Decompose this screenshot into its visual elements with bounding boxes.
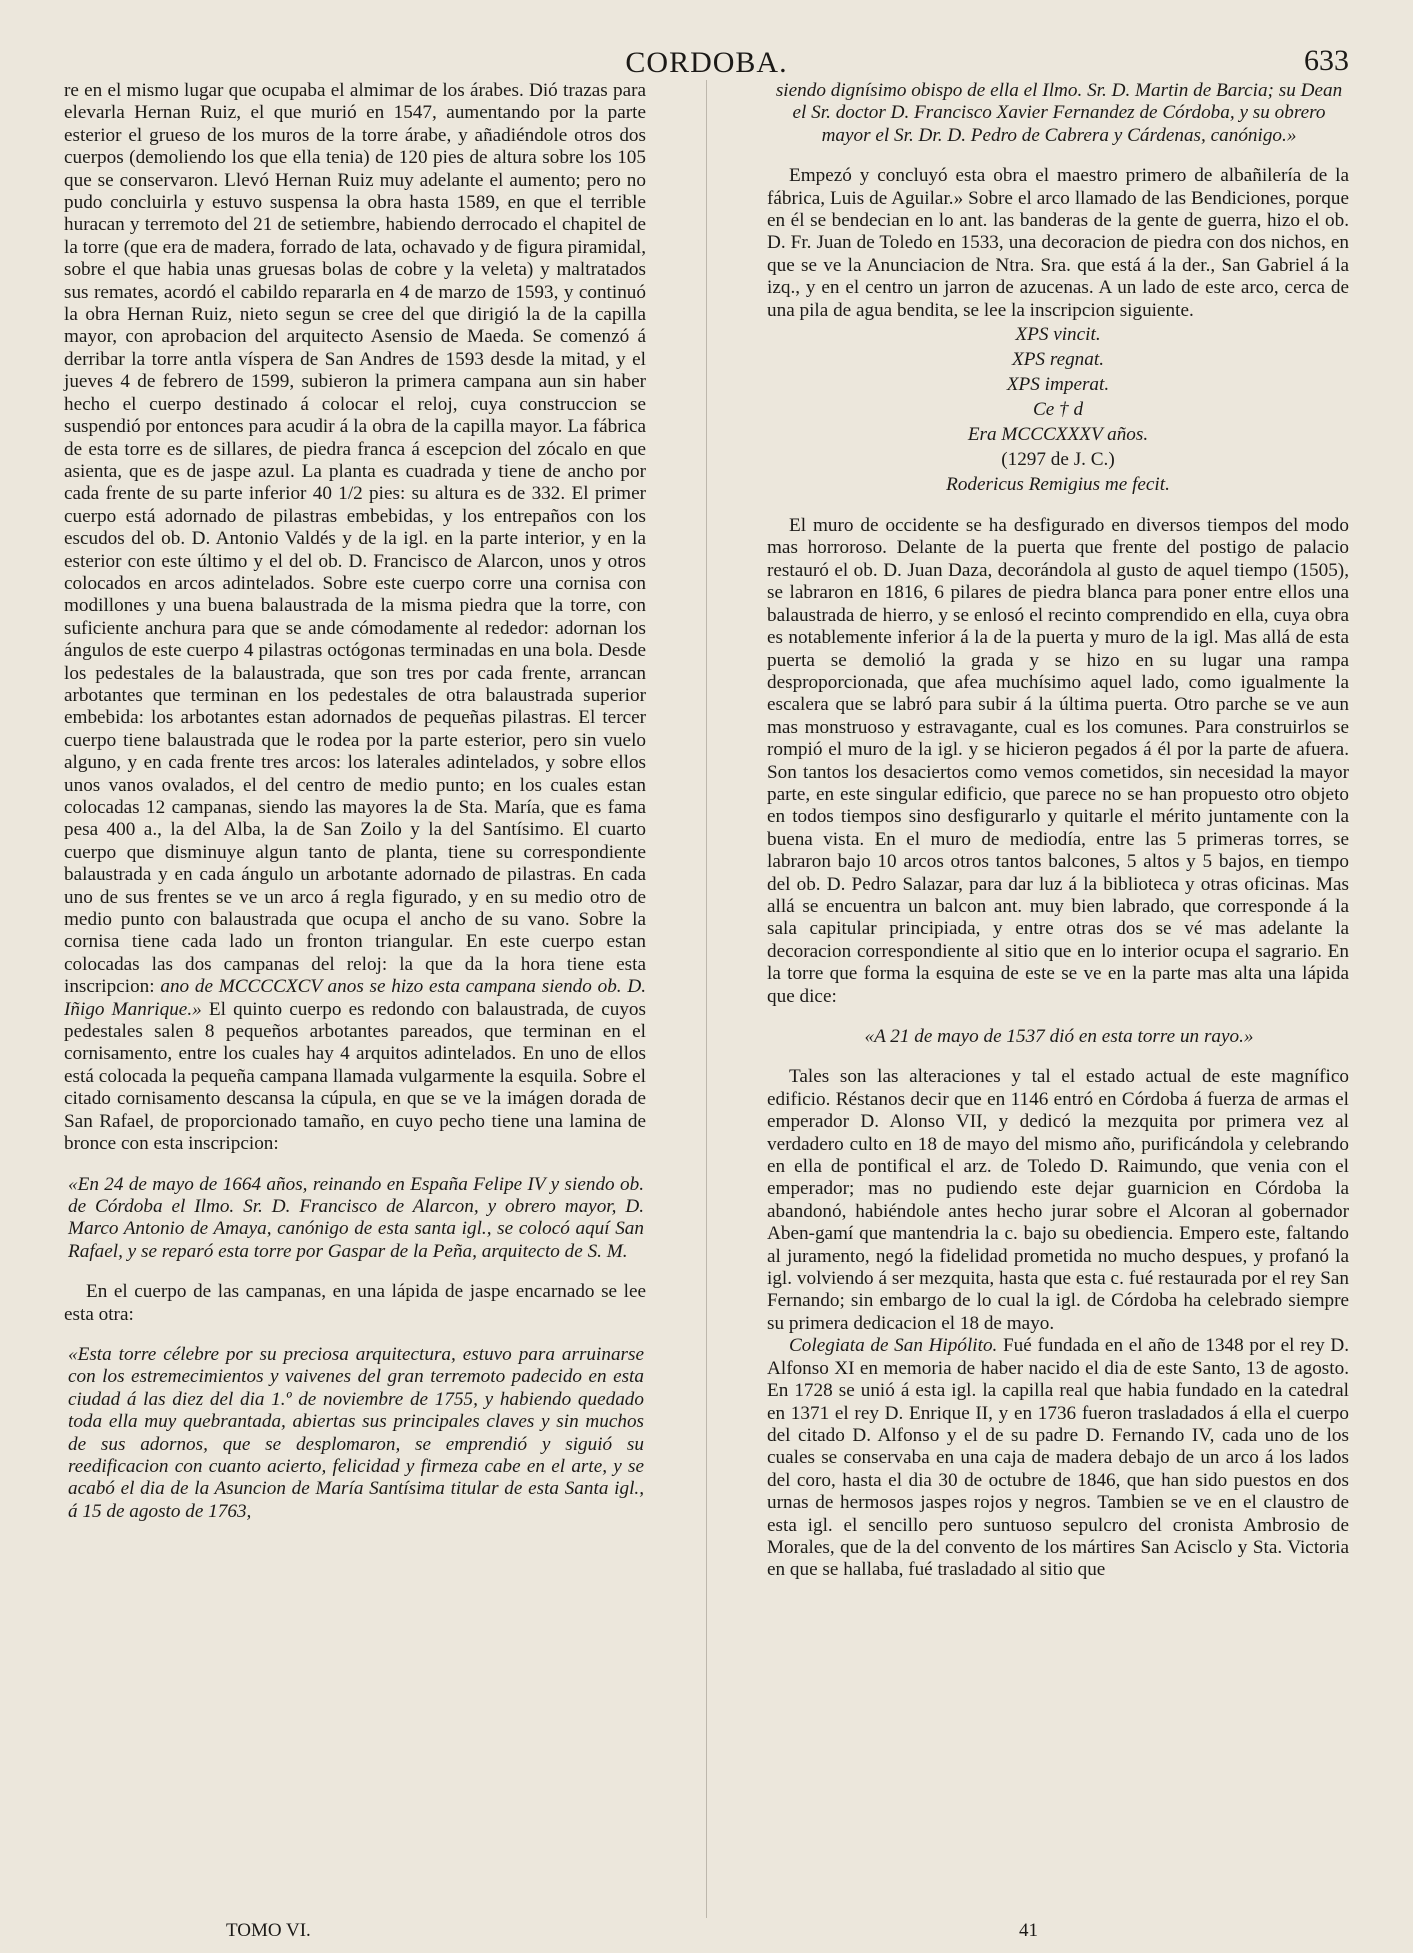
inscription-block bbox=[767, 322, 1349, 497]
right-column bbox=[767, 80, 1349, 1918]
quote-block: siendo dignísimo obispo de ella el Ilmo. Sr. D. Martin de Barcia; su Dean el Sr. doctor D. Francisco Xavier Fernandez de Córdoba, y su obrero mayor el Sr. Dr. D. Pedro de Cabrera y Cárdenas, canónigo.» bbox=[775, 80, 1343, 146]
paragraph-text: El quinto cuerpo es redondo con balaustrada, de cuyos pedestales salen 8 pequeños arbotantes pareados, que terminan en el cornisamento, entre los cuales hay 4 arquitos adintelados. En uno de ellos está colocada la pequeña campana llamada vulgarmente la esquila. Sobre el citado cornisamento descansa la cúpula, en que se ve la imágen dorada de San Rafael, de proporcionado tamaño, en cuyo pecho tiene una lamina de bronce con esta inscripcion: bbox=[64, 998, 646, 1155]
page-header bbox=[64, 40, 1349, 78]
left-column bbox=[64, 80, 646, 1918]
paragraph bbox=[767, 1335, 1349, 1581]
inscription-line: XPS imperat. bbox=[1006, 374, 1110, 396]
text-columns bbox=[64, 80, 1349, 1918]
inscription-text: ano de MCCCCXCV anos se hizo esta campana siendo ob. D. Iñigo Manrique.» bbox=[64, 976, 646, 1020]
quote-block: «En 24 de mayo de 1664 años, reinando en España Felipe IV y siendo ob. de Córdoba el Ilmo. Sr. D. Francisco de Alarcon, y obrero mayor, D. Marco Antonio de Amaya, canónigo de esta santa igl., se colocó aquí San Rafael, y se reparó esta torre por Gaspar de la Peña, arquitecto de S. M. bbox=[68, 1173, 644, 1262]
page-number: 633 bbox=[1304, 44, 1349, 77]
inscription-line: Rodericus Remigius me fecit. bbox=[946, 474, 1170, 496]
inscription-line: XPS regnat. bbox=[1011, 349, 1104, 371]
paragraph bbox=[64, 80, 646, 1156]
inscription-line: Era MCCCXXXV años. bbox=[967, 424, 1149, 446]
paragraph-text: re en el mismo lugar que ocupaba el almimar de los árabes. Dió trazas para elevarla Hernan Ruiz, el que murió en 1547, aumentando por la parte esterior el grueso de los muros de la torre árabe, y añadiéndole otros dos cuerpos (demoliendo los que ella tenia) de 120 pies de altura sobre los 105 que se conservaron. Llevó Hernan Ruiz muy adelante el aumento; pero no pudo concluirla y estuvo suspensa la obra hasta 1589, en que el terrible huracan y terremoto del 21 de setiembre, habiendo derrocado el chapitel de la torre (que era de madera, forrado de lata, ochavado y de figura piramidal, sobre el que habia unas gruesas bolas de cobre y la veleta) y maltratados sus remates, acordó el cabildo repararla en 4 de marzo de 1593, y continuó la obra Hernan Ruiz, nieto segun se cree del que dirigió la de la capilla mayor, con aprobacion del arquitecto Asensio de Maeda. Se comenzó á derribar la torre antla víspera de San Andres de 1593 desde la mitad, y el jueves 4 de febrero de 1599, subieron la primera campana aun sin haber hecho el cuerpo destinado á colocar el reloj, cuya construccion se suspendió por entonces para acudir á la obra de la capilla mayor. La fábrica de esta torre es de sillares, de piedra franca á escepcion del zócalo en que asienta, que es de jaspe azul. La planta es cuadrada y tiene de ancho por cada frente de su parte inferior 40 1/2 pies: su altura es de 332. El primer cuerpo está adornado de pilastras embebidas, y los entrepaños con los escudos del ob. D. Antonio Valdés y de la igl. en la parte interior, y en la esterior con este último y el del ob. D. Francisco de Alarcon, unos y otros colocados en arcos adintelados. Sobre este cuerpo corre una cornisa con modillones y una buena balaustrada de la misma piedra que la torre, con suficiente anchura para que se ande cómodamente al rededor: adornan los ángulos de este cuerpo 4 pilastras octógonas terminadas en una bola. Desde los pedestales de la balaustrada, que son tres por cada frente, arrancan arbotantes que terminan en los pedestales de otra balaustrada superior embebida: los arbotantes estan adornados de pequeñas pilastras. El tercer cuerpo tiene balaustrada que le rodea por la parte esterior, pero sin vuelo alguno, y en cada frente tres arcos: los laterales adintelados, y sobre ellos unos vanos ovalados, el del centro de medio punto; en los cuales estan colocadas 12 campanas, siendo las mayores la de Sta. María, que es fama pesa 400 a., la del Alba, la de San Zoilo y la del Santísimo. El cuarto cuerpo que disminuye algun tanto de planta, tiene su correspondiente balaustrada y en cada ángulo un arbotante adornado de pilastras. En cada uno de sus frentes se ve un arco á regla figurado, y en su medio otro de medio punto con balaustrada que ocupa el ancho de su vano. Sobre la cornisa tiene cada lado un fronton triangular. En este cuerpo estan colocadas las dos campanas del reloj: la que da la hora tiene esta inscripcion: bbox=[64, 80, 646, 998]
running-title: CORDOBA. bbox=[625, 46, 788, 79]
paragraph: En el cuerpo de las campanas, en una lápida de jaspe encarnado se lee esta otra: bbox=[64, 1281, 646, 1325]
paragraph-text: Fué fundada en el año de 1348 por el rey D. Alfonso XI en memoria de haber nacido el dia de este Santo, 13 de agosto. En 1728 se unió á esta igl. la capilla real que habia fundado en la catedral en 1371 el rey D. Enrique II, y en 1736 fueron trasladados á ella el cuerpo del citado D. Alfonso y el de su padre D. Fernando IV, cada uno de los cuales se conservaba en una caja de madera debajo de un arco á los lados del coro, hasta el dia 30 de octubre de 1846, que han sido puestos en dos urnas de hermosos jaspes rojos y negros. Tambien se ve en el claustro de esta igl. el sencillo pero suntuoso sepulcro del cronista Ambrosio de Morales, que de la del convento de los mártires San Acisclo y Sta. Victoria en que se hallaba, fué trasladado al sitio que bbox=[767, 1335, 1349, 1581]
inscription-line: Ce † d bbox=[1032, 399, 1084, 421]
volume-label: TOMO VI. bbox=[226, 1920, 311, 1941]
section-heading: Colegiata de San Hipólito. bbox=[789, 1335, 998, 1357]
paragraph: Tales son las alteraciones y tal el estado actual de este magnífico edificio. Réstanos decir que en 1146 entró en Córdoba á fuerza de armas el emperador D. Alonso VII, y dedicó la mezquita por primera vez al verdadero culto en 18 de mayo del mismo año, purificándola y celebrando en ella de pontifical el arz. de Toledo D. Raimundo, que venia con el emperador; mas no pudiendo este dejar guarnicion en Córdoba la abandonó, habiéndole antes hecho jurar sobre el Alcoran al gobernador Aben-gamí que mantendria la c. bajo su obediencia. Empero este, faltando al juramento, negó la fidelidad prometida no mucho despues, y profanó la igl. volviendo á ser mezquita, hasta que esta c. fué restaurada por el rey San Fernando; sin embargo de lo cual la igl. de Córdoba ha celebrado siempre su primera dedicacion el 18 de mayo. bbox=[767, 1066, 1349, 1334]
quote-block: «A 21 de mayo de 1537 dió en esta torre un rayo.» bbox=[864, 1026, 1254, 1047]
inscription-line: XPS vincit. bbox=[1015, 324, 1101, 346]
signature-mark: 41 bbox=[1019, 1920, 1038, 1941]
paragraph: El muro de occidente se ha desfigurado en diversos tiempos del modo mas horroroso. Delante de la puerta que frente del postigo de palacio restauró el ob. D. Juan Daza, decorándola al gusto de aquel tiempo (1505), se labraron en 1816, 6 pilares de piedra blanca para poner entre ellos una balaustrada de hierro, y se enlosó el recinto comprendido en ella, cuya obra es notablemente inferior á la de la puerta y muro de la igl. Mas allá de esta puerta se demolió la grada y se hizo en su lugar una rampa desproporcionada, que afea muchísimo aquel lado, como igualmente la escalera que se labró para subir á la última puerta. Otro parche se ve aun mas monstruoso y estravagante, cual es los comunes. Para construirlos se rompió el muro de la igl. y se hicieron pegados á él por la parte de afuera. Son tantos los desaciertos como vemos cometidos, sin necesidad la mayor parte, en este singular edificio, que parece no se han propuesto otro objeto en todos tiempos sino desfigurarlo y quitarle el mérito juntamente con la buena vista. En el muro de mediodía, entre las 5 primeras torres, se labraron bajo 10 arcos otros tantos balcones, 5 altos y 5 bajos, en tiempo del ob. D. Pedro Salazar, para dar luz á la biblioteca y otras oficinas. Mas allá se encuentra un balcon ant. muy bien labrado, que corresponde á la sala capitular principiada, y entre otras dos se vé mas adelante la decoracion correspondiente al sitio que en lo interior ocupa el sagrario. En la torre que forma la esquina de este se ve en la parte mas alta una lápida que dice: bbox=[767, 515, 1349, 1007]
quote-block: «Esta torre célebre por su preciosa arquitectura, estuvo para arruinarse con los estremecimientos y vaivenes del gran terremoto padecido en esta ciudad á las diez del dia 1.º de noviembre de 1755, y habiendo quedado toda ella muy quebrantada, abiertas sus principales claves y sin muchos de sus adornos, que se desplomaron, se emprendió y siguió su reedificacion con cuanto acierto, felicidad y firmeza cabe en el arte, y se acabó el dia de la Asuncion de María Santísima titular de esta Santa igl., á 15 de agosto de 1763, bbox=[68, 1343, 644, 1522]
column-divider bbox=[706, 80, 707, 1918]
paragraph: Empezó y concluyó esta obra el maestro primero de albañilería de la fábrica, Luis de Aguilar.» Sobre el arco llamado de las Bendiciones, porque en él se bendecian en lo ant. las banderas de la gente de guerra, hizo el ob. D. Fr. Juan de Toledo en 1533, una decoracion de piedra con dos nichos, en que se ve la Anunciacion de Ntra. Sra. que está á la der., San Gabriel á la izq., y en el centro un jarron de azucenas. A un lado de este arco, cerca de una pila de agua bendita, se lee la inscripcion siguiente. bbox=[767, 165, 1349, 321]
inscription-line: (1297 de J. C.) bbox=[1001, 449, 1115, 471]
